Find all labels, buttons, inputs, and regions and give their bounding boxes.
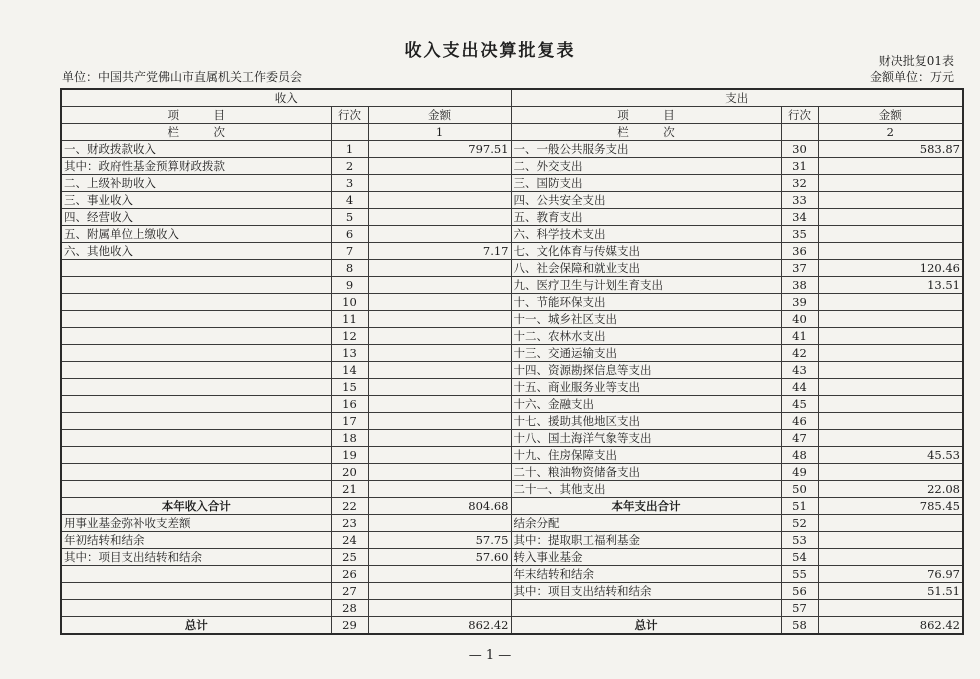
column-index-row <box>61 124 963 141</box>
expense-item-header: 项 目 <box>511 107 781 124</box>
expense-item: 年末结转和结余 <box>511 566 781 583</box>
expense-item: 十三、交通运输支出 <box>511 345 781 362</box>
page-title: 收入支出决算批复表 <box>404 41 576 61</box>
income-amount <box>368 277 511 294</box>
table-row <box>61 464 963 481</box>
income-amount <box>368 345 511 362</box>
expense-row-number: 55 <box>781 566 818 583</box>
expense-row-number: 40 <box>781 311 818 328</box>
expense-row-number: 30 <box>781 141 818 158</box>
income-row-number: 12 <box>331 328 368 345</box>
expense-header: 支出 <box>511 89 963 107</box>
income-row-number: 29 <box>331 617 368 635</box>
expense-amount <box>818 192 963 209</box>
expense-item: 十一、城乡社区支出 <box>511 311 781 328</box>
expense-row-number: 35 <box>781 226 818 243</box>
income-lan-blank <box>331 124 368 141</box>
expense-lan-label: 栏 次 <box>511 124 781 141</box>
income-item: 其中：项目支出结转和结余 <box>61 549 331 566</box>
income-amount <box>368 430 511 447</box>
expense-item: 十六、金融支出 <box>511 396 781 413</box>
income-item-header: 项 目 <box>61 107 331 124</box>
expense-item: 三、国防支出 <box>511 175 781 192</box>
income-amount <box>368 362 511 379</box>
income-amount: 57.75 <box>368 532 511 549</box>
income-item: 年初结转和结余 <box>61 532 331 549</box>
expense-row-header: 行次 <box>781 107 818 124</box>
income-row-number: 8 <box>331 260 368 277</box>
expense-item <box>511 600 781 617</box>
income-header: 收入 <box>61 89 511 107</box>
income-amount <box>368 260 511 277</box>
expense-row-number: 57 <box>781 600 818 617</box>
expense-row-number: 36 <box>781 243 818 260</box>
expense-item: 十四、资源勘探信息等支出 <box>511 362 781 379</box>
income-row-number: 13 <box>331 345 368 362</box>
income-item <box>61 600 331 617</box>
expense-amount <box>818 464 963 481</box>
expense-row-number: 42 <box>781 345 818 362</box>
income-row-number: 25 <box>331 549 368 566</box>
expense-row-number: 38 <box>781 277 818 294</box>
income-row-number: 4 <box>331 192 368 209</box>
expense-item: 总计 <box>511 617 781 635</box>
table-row <box>61 600 963 617</box>
income-row-header: 行次 <box>331 107 368 124</box>
expense-item: 二、外交支出 <box>511 158 781 175</box>
table-row <box>61 617 963 635</box>
expense-item: 十五、商业服务业等支出 <box>511 379 781 396</box>
expense-row-number: 49 <box>781 464 818 481</box>
expense-row-number: 58 <box>781 617 818 635</box>
income-row-number: 22 <box>331 498 368 515</box>
income-row-number: 19 <box>331 447 368 464</box>
expense-item: 十八、国土海洋气象等支出 <box>511 430 781 447</box>
expense-row-number: 34 <box>781 209 818 226</box>
expense-amount: 76.97 <box>818 566 963 583</box>
income-item <box>61 345 331 362</box>
expense-amount: 120.46 <box>818 260 963 277</box>
income-amount: 7.17 <box>368 243 511 260</box>
expense-item: 本年支出合计 <box>511 498 781 515</box>
money-unit-label: 金额单位：万元 <box>869 70 954 84</box>
income-item <box>61 328 331 345</box>
expense-amount <box>818 294 963 311</box>
table-row <box>61 583 963 600</box>
expense-item: 二十一、其他支出 <box>511 481 781 498</box>
table-row <box>61 396 963 413</box>
expense-amount <box>818 600 963 617</box>
table-row <box>61 566 963 583</box>
expense-amount <box>818 430 963 447</box>
table-row <box>61 413 963 430</box>
income-amount <box>368 583 511 600</box>
expense-row-number: 56 <box>781 583 818 600</box>
income-item <box>61 566 331 583</box>
income-lan-label: 栏 次 <box>61 124 331 141</box>
expense-row-number: 46 <box>781 413 818 430</box>
income-amount <box>368 328 511 345</box>
income-amount <box>368 515 511 532</box>
unit-label: 单位：中国共产党佛山市直属机关工作委员会 <box>62 70 303 84</box>
budget-table <box>60 88 964 635</box>
expense-amount <box>818 396 963 413</box>
income-item: 五、附属单位上缴收入 <box>61 226 331 243</box>
expense-amount <box>818 328 963 345</box>
income-amount <box>368 226 511 243</box>
income-amount <box>368 566 511 583</box>
income-amount: 804.68 <box>368 498 511 515</box>
income-item <box>61 464 331 481</box>
table-row <box>61 141 963 158</box>
expense-row-number: 33 <box>781 192 818 209</box>
expense-item: 八、社会保障和就业支出 <box>511 260 781 277</box>
expense-amount: 51.51 <box>818 583 963 600</box>
expense-row-number: 52 <box>781 515 818 532</box>
section-header-row <box>61 89 963 107</box>
income-row-number: 23 <box>331 515 368 532</box>
expense-amount <box>818 345 963 362</box>
income-amount <box>368 600 511 617</box>
income-row-number: 17 <box>331 413 368 430</box>
income-item: 四、经营收入 <box>61 209 331 226</box>
income-item <box>61 379 331 396</box>
expense-item: 转入事业基金 <box>511 549 781 566</box>
income-item <box>61 583 331 600</box>
expense-item: 结余分配 <box>511 515 781 532</box>
expense-amount: 13.51 <box>818 277 963 294</box>
table-row <box>61 260 963 277</box>
expense-item: 五、教育支出 <box>511 209 781 226</box>
income-row-number: 20 <box>331 464 368 481</box>
table-row <box>61 498 963 515</box>
expense-amount <box>818 158 963 175</box>
expense-row-number: 48 <box>781 447 818 464</box>
expense-row-number: 51 <box>781 498 818 515</box>
expense-item: 九、医疗卫生与计划生育支出 <box>511 277 781 294</box>
expense-amount <box>818 515 963 532</box>
income-amount <box>368 192 511 209</box>
income-row-number: 5 <box>331 209 368 226</box>
expense-amount: 45.53 <box>818 447 963 464</box>
income-item <box>61 311 331 328</box>
expense-amount-header: 金额 <box>818 107 963 124</box>
expense-row-number: 37 <box>781 260 818 277</box>
income-amount: 862.42 <box>368 617 511 635</box>
expense-row-number: 53 <box>781 532 818 549</box>
income-item <box>61 294 331 311</box>
income-column-number: 1 <box>368 124 511 141</box>
income-item: 二、上级补助收入 <box>61 175 331 192</box>
table-row <box>61 481 963 498</box>
income-amount <box>368 175 511 192</box>
table-row <box>61 345 963 362</box>
table-row <box>61 158 963 175</box>
expense-amount <box>818 362 963 379</box>
expense-amount <box>818 311 963 328</box>
income-item <box>61 447 331 464</box>
table-row <box>61 175 963 192</box>
income-amount <box>368 396 511 413</box>
expense-amount <box>818 379 963 396</box>
expense-amount: 862.42 <box>818 617 963 635</box>
expense-amount <box>818 209 963 226</box>
expense-column-number: 2 <box>818 124 963 141</box>
expense-row-number: 39 <box>781 294 818 311</box>
expense-item: 十七、援助其他地区支出 <box>511 413 781 430</box>
income-amount: 797.51 <box>368 141 511 158</box>
expense-amount: 583.87 <box>818 141 963 158</box>
expense-item: 四、公共安全支出 <box>511 192 781 209</box>
income-item <box>61 481 331 498</box>
table-row <box>61 549 963 566</box>
table-row <box>61 243 963 260</box>
expense-item: 二十、粮油物资储备支出 <box>511 464 781 481</box>
income-row-number: 15 <box>331 379 368 396</box>
table-row <box>61 515 963 532</box>
expense-item: 一、一般公共服务支出 <box>511 141 781 158</box>
table-row <box>61 192 963 209</box>
expense-row-number: 31 <box>781 158 818 175</box>
column-header-row <box>61 107 963 124</box>
income-row-number: 21 <box>331 481 368 498</box>
form-number: 财决批复01表 <box>878 54 954 68</box>
income-row-number: 10 <box>331 294 368 311</box>
expense-amount <box>818 549 963 566</box>
expense-row-number: 54 <box>781 549 818 566</box>
income-amount <box>368 447 511 464</box>
income-row-number: 27 <box>331 583 368 600</box>
income-row-number: 16 <box>331 396 368 413</box>
expense-amount <box>818 413 963 430</box>
income-item <box>61 277 331 294</box>
table-row <box>61 294 963 311</box>
income-row-number: 14 <box>331 362 368 379</box>
income-row-number: 3 <box>331 175 368 192</box>
income-item: 一、财政拨款收入 <box>61 141 331 158</box>
expense-amount: 22.08 <box>818 481 963 498</box>
income-amount <box>368 379 511 396</box>
page-number: — 1 — <box>468 648 512 663</box>
expense-amount: 785.45 <box>818 498 963 515</box>
expense-item: 十九、住房保障支出 <box>511 447 781 464</box>
expense-row-number: 43 <box>781 362 818 379</box>
expense-row-number: 44 <box>781 379 818 396</box>
table-row <box>61 447 963 464</box>
table-row <box>61 311 963 328</box>
table-row <box>61 430 963 447</box>
income-amount-header: 金额 <box>368 107 511 124</box>
expense-amount <box>818 226 963 243</box>
expense-item: 七、文化体育与传媒支出 <box>511 243 781 260</box>
table-row <box>61 362 963 379</box>
income-amount <box>368 413 511 430</box>
income-row-number: 26 <box>331 566 368 583</box>
income-amount <box>368 464 511 481</box>
expense-row-number: 45 <box>781 396 818 413</box>
expense-row-number: 50 <box>781 481 818 498</box>
expense-row-number: 47 <box>781 430 818 447</box>
expense-item: 其中：提取职工福利基金 <box>511 532 781 549</box>
expense-row-number: 41 <box>781 328 818 345</box>
expense-row-number: 32 <box>781 175 818 192</box>
expense-item: 六、科学技术支出 <box>511 226 781 243</box>
income-item <box>61 362 331 379</box>
expense-item: 十、节能环保支出 <box>511 294 781 311</box>
income-row-number: 2 <box>331 158 368 175</box>
table-row <box>61 277 963 294</box>
expense-item: 其中：项目支出结转和结余 <box>511 583 781 600</box>
expense-amount <box>818 175 963 192</box>
income-item: 总计 <box>61 617 331 635</box>
income-item <box>61 396 331 413</box>
income-item: 三、事业收入 <box>61 192 331 209</box>
income-amount <box>368 158 511 175</box>
income-amount: 57.60 <box>368 549 511 566</box>
table-row <box>61 532 963 549</box>
income-amount <box>368 481 511 498</box>
income-item <box>61 413 331 430</box>
income-item: 本年收入合计 <box>61 498 331 515</box>
table-row <box>61 379 963 396</box>
income-row-number: 7 <box>331 243 368 260</box>
expense-lan-blank <box>781 124 818 141</box>
income-amount <box>368 294 511 311</box>
income-amount <box>368 311 511 328</box>
income-row-number: 9 <box>331 277 368 294</box>
expense-amount <box>818 243 963 260</box>
table-row <box>61 209 963 226</box>
income-row-number: 28 <box>331 600 368 617</box>
income-row-number: 6 <box>331 226 368 243</box>
expense-item: 十二、农林水支出 <box>511 328 781 345</box>
income-row-number: 18 <box>331 430 368 447</box>
income-row-number: 11 <box>331 311 368 328</box>
table-row <box>61 328 963 345</box>
income-item: 用事业基金弥补收支差额 <box>61 515 331 532</box>
income-item: 其中：政府性基金预算财政拨款 <box>61 158 331 175</box>
income-amount <box>368 209 511 226</box>
income-item: 六、其他收入 <box>61 243 331 260</box>
income-item <box>61 260 331 277</box>
income-item <box>61 430 331 447</box>
expense-amount <box>818 532 963 549</box>
table-row <box>61 226 963 243</box>
income-row-number: 1 <box>331 141 368 158</box>
income-row-number: 24 <box>331 532 368 549</box>
